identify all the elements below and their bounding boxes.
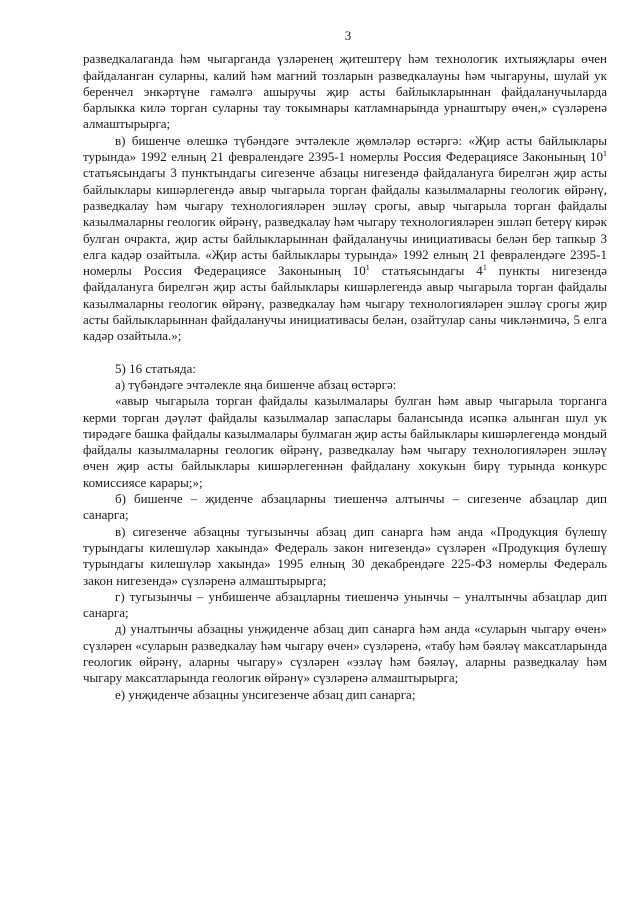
- paragraph-p9: [83, 621, 607, 686]
- text-run: б) бишенче – җиденче абзацларны тиешенчә алтынчы – сигезенче абзацлар дип санарга;: [83, 491, 607, 523]
- paragraph-p2: [83, 133, 607, 345]
- paragraph-p8: [83, 589, 607, 622]
- text-run: «авыр чыгарыла торган файдалы казылмалары булган һәм авыр чыгарыла торганга керми торган дәүләт файдалы казылмалар запаслары балансында исәпкә алынган шул ук тирәдәге башка файдалы казылмалары булмаган җир асты байлыклары кишәрлегендә мондый файдалы казылмаларны геологик өйрәнү, разведкалау һәм чыгару технологияләрен эшләү өчен җир асты байлыклары кишәрлегеннән файдалану хокукын бирү турында конкурс комиссиясе карары;»;: [83, 393, 607, 490]
- text-run: а) түбәндәге эчтәлекле яңа бишенче абзац өстәргә:: [115, 376, 397, 392]
- text-run: е) унҗиденче абзацны унсигезенче абзац дип санарга;: [115, 686, 416, 702]
- document-body: [83, 51, 607, 703]
- text-run: статьясындагы 3 пунктындагы сигезенче абзацы нигезендә файдалануга бирелгән җир асты байлыклары кишәрлегендә авыр чыгарыла торган файдалы казылмаларны геологик өйрәнү, разведкалау һәм чыгару технологияләрен эшләү срогы, авыр чыгарыла торган файдалы казылмаларны геологик өйрәнү, разведкалау һәм чыгару технологияләрен эшләп бетерү кирәк булган очракта, җир асты байлыкларыннан файдаланучы инициативасы белән бер тапкыр 3 елга кадәр озайтыла. «Җир асты байлыклары турында» 1992 елның 21 февралендәге 2395-1 номерлы Россия Федерациясе Законының 10: [83, 165, 607, 279]
- text-run: г) тугызынчы – унбишенче абзацларны тиешенчә унынчы – уналтынчы абзацлар дип санарга;: [83, 588, 607, 621]
- text-run: пункты нигезендә файдалануга бирелгән җир асты байлыклары кишәрлегендә авыр чыгарыла торган файдалы казылмаларны геологик өйрәнү, разведкалау һәм чыгару технологияләрен эшләү срогы җир асты байлыкларыннан файдаланучы инициативасы белән, озайтулар саны чикләнмичә, 5 елга кадәр озайтыла.»;: [83, 263, 608, 344]
- text-run: д) уналтынчы абзацны унҗиденче абзац дип санарга һәм анда «суларын чыгару өчен» сүзләрен «суларын разведкалау һәм чыгару өчен» сүзләренә, «табу һәм бәяләү максатларында геологик өйрәнү, аларны чыгару» сүзләрен «эзләү һәм бәяләү, аларны разведкалау һәм чыгару максатларында геологик өйрәнү» сүзләренә алмаштырырга;: [83, 621, 607, 686]
- document-page: [83, 28, 607, 703]
- paragraph-p1: [83, 51, 607, 132]
- text-run: разведкалаганда һәм чыгарганда үзләренең җитештерү һәм технологик ихтыяҗлары өчен файдаланган суларны, калий һәм магний тозларын разведкалауны һәм чыгаруны, шулай ук беренчел энкәртүне гамәлгә ашыручы җир асты байлыкларыннан файдаланучыларда барлыкка килә торган суларны тау токымнары катламнарында урнаштыру өчен,» сүзләренә алмаштырырга;: [83, 51, 607, 132]
- paragraph-p4: [83, 377, 607, 393]
- paragraph-p3: [83, 361, 607, 377]
- superscript: 1: [365, 263, 370, 273]
- text-run: в) бишенче өлешкә түбәндәге эчтәлекле җөмләләр өстәргә: «Җир асты байлыклары турында» 1992 елның 21 февралендәге 2395-1 номерлы Россия Федерациясе Законының 10: [83, 132, 607, 165]
- superscript: 1: [482, 263, 487, 273]
- paragraph-p7: [83, 524, 607, 589]
- paragraph-p6: [83, 491, 607, 524]
- paragraph-p5: [83, 393, 607, 491]
- superscript: 1: [603, 149, 607, 159]
- page-number: 3: [344, 28, 352, 43]
- text-run: в) сигезенче абзацны тугызынчы абзац дип санарга һәм анда «Продукция бүлешү турындагы килешүләр хакында» Федераль закон нигезендә» сүзләрен «Продукция бүлешү турындагы килешүләр хакында» 1995 елның 30 декабрендәге 225-ФЗ номерлы Федераль закон нигезендә» сүзләренә алмаштырырга;: [83, 523, 607, 588]
- text-run: статьясындагы 4: [369, 263, 483, 279]
- paragraph-gap: [83, 345, 607, 361]
- text-run: 5) 16 статьяда:: [115, 360, 196, 376]
- paragraph-p10: [83, 687, 607, 703]
